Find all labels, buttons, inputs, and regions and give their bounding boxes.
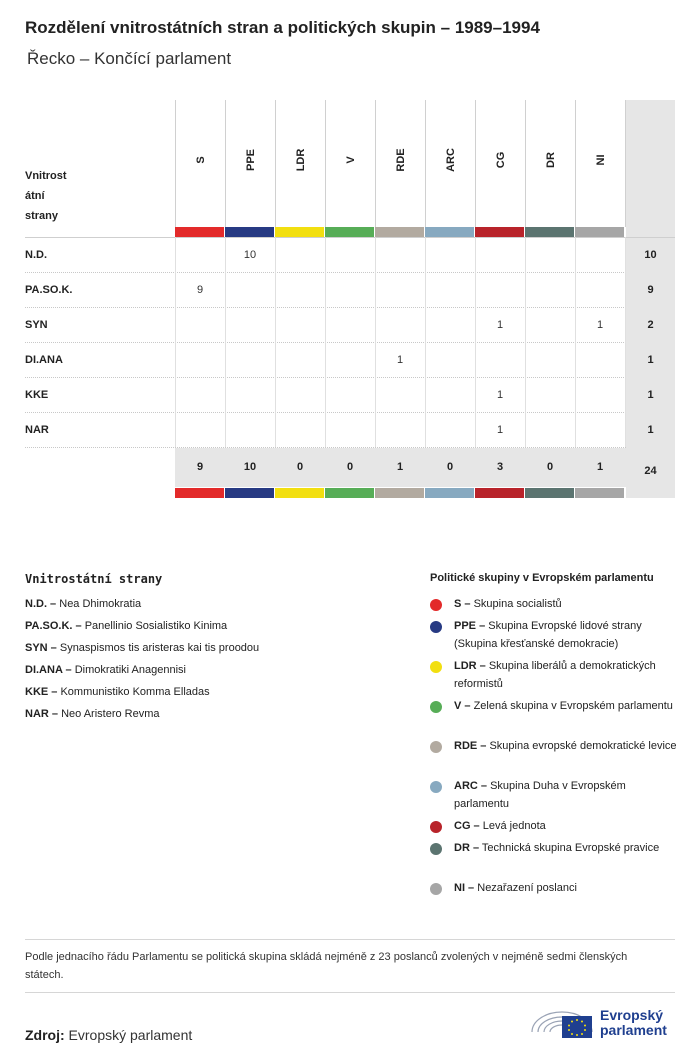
row-label: N.D. — [25, 249, 47, 261]
national-legend-title: Vnitrostátní strany — [25, 572, 163, 586]
page-title: Rozdělení vnitrostátních stran a politických skupin – 1989–1994 — [25, 18, 540, 37]
color-bar-top-cg — [475, 227, 524, 237]
legend-name: Kommunistiko Komma Elladas — [57, 686, 210, 698]
column-header-arc — [425, 100, 476, 227]
source-value: Evropský parlament — [68, 1027, 193, 1043]
group-total: 1 — [396, 461, 404, 473]
row-seat-total: 10 — [644, 249, 657, 261]
group-legend-item — [454, 777, 680, 813]
legend-name: Skupina liberálů a demokratických reformistů — [454, 660, 656, 690]
group-legend-item — [454, 839, 680, 857]
grand-total: 24 — [644, 465, 657, 477]
legend-name: Technická skupina Evropské pravice — [479, 842, 660, 854]
legend-name: Skupina evropské demokratické levice — [486, 740, 677, 752]
column-divider — [575, 237, 576, 447]
legend-dot-icon — [430, 883, 442, 895]
legend-name: Panellinio Sosialistiko Kinima — [81, 620, 228, 632]
column-label: V — [345, 156, 357, 164]
column-divider — [175, 237, 176, 447]
column-header-rde — [375, 100, 426, 227]
legend-name: Neo Aristero Revma — [58, 708, 160, 720]
color-bar-bottom-ppe — [225, 488, 274, 498]
legend-abbr: DI.ANA – — [25, 664, 72, 676]
group-total: 0 — [546, 461, 554, 473]
national-legend-item — [25, 664, 186, 676]
group-legend-item — [454, 617, 680, 653]
table-cell: 1 — [396, 354, 404, 366]
row-label: SYN — [25, 319, 48, 331]
legend-name: Skupina Evropské lidové strany (Skupina křesťanské demokracie) — [454, 620, 642, 650]
color-bar-bottom-dr — [525, 488, 574, 498]
source-label: Zdroj: — [25, 1027, 65, 1043]
divider-bottom — [25, 992, 675, 993]
row-label: NAR — [25, 424, 49, 436]
table-cell: 10 — [243, 249, 257, 261]
legend-dot-icon — [430, 621, 442, 633]
legend-abbr: PPE – — [454, 620, 486, 632]
legend-abbr: LDR – — [454, 660, 486, 672]
row-label: DI.ANA — [25, 354, 63, 366]
legend-abbr: N.D. – — [25, 598, 57, 610]
legend-abbr: DR – — [454, 842, 480, 854]
row-seat-total: 1 — [647, 424, 654, 436]
column-divider — [325, 237, 326, 447]
group-total: 0 — [296, 461, 304, 473]
legend-dot-icon — [430, 821, 442, 833]
legend-dot-icon — [430, 661, 442, 673]
column-header-cg — [475, 100, 526, 227]
table-cell: 1 — [496, 389, 504, 401]
column-label: LDR — [295, 148, 307, 172]
column-label: NI — [595, 154, 607, 166]
column-label: PPE — [245, 148, 257, 172]
column-divider — [225, 237, 226, 447]
group-total: 10 — [243, 461, 257, 473]
column-label: DR — [545, 152, 557, 168]
legend-abbr: NI – — [454, 882, 475, 894]
legend-name: Skupina Duha v Evropském parlamentu — [454, 780, 626, 810]
legend-abbr: CG – — [454, 820, 480, 832]
divider-top — [25, 939, 675, 940]
column-label: S — [195, 156, 207, 164]
national-legend-item — [25, 642, 259, 654]
column-header-seats — [625, 100, 626, 227]
color-bar-top-rde — [375, 227, 424, 237]
row-seat-total: 9 — [647, 284, 654, 296]
legend-name: Nezařazení poslanci — [474, 882, 577, 894]
legend-abbr: S – — [454, 598, 471, 610]
column-header-v — [325, 100, 376, 227]
legend-abbr: PA.SO.K. – — [25, 620, 82, 632]
legend-dot-icon — [430, 701, 442, 713]
column-divider — [525, 237, 526, 447]
column-header-s — [175, 100, 226, 227]
color-bar-top-dr — [525, 227, 574, 237]
source — [25, 1027, 192, 1043]
group-legend-item — [454, 817, 680, 835]
legend-dot-icon — [430, 781, 442, 793]
color-bar-bottom-cg — [475, 488, 524, 498]
color-bar-bottom-v — [325, 488, 374, 498]
column-header-ni — [575, 100, 626, 227]
logo-line2: parlament — [600, 1022, 667, 1038]
legend-abbr: NAR – — [25, 708, 59, 720]
table-cell: 9 — [196, 284, 204, 296]
column-header-dr — [525, 100, 576, 227]
header-line — [25, 237, 675, 238]
color-bar-bottom-ni — [575, 488, 624, 498]
legend-abbr: RDE – — [454, 740, 487, 752]
footnote: Podle jednacího řádu Parlamentu se politická skupina skládá nejméně z 23 poslanců zvolených v nejméně sedmi členských státech. — [25, 951, 628, 981]
column-label: RDE — [395, 148, 407, 172]
legend-name: Levá jednota — [479, 820, 546, 832]
column-divider — [625, 237, 626, 447]
legend-dot-icon — [430, 741, 442, 753]
legend-abbr: V – — [454, 700, 471, 712]
group-legend-title: Politické skupiny v Evropském parlamentu — [430, 572, 654, 584]
row-label: KKE — [25, 389, 49, 401]
column-label: ARC — [445, 148, 457, 172]
row-seat-total: 2 — [647, 319, 654, 331]
group-total: 0 — [446, 461, 454, 473]
color-bar-top-ppe — [225, 227, 274, 237]
group-legend-item — [454, 595, 680, 613]
group-legend-item — [454, 697, 680, 715]
legend-abbr: KKE – — [25, 686, 58, 698]
table-cell: 1 — [496, 319, 504, 331]
column-header-ppe — [225, 100, 276, 227]
row-label: PA.SO.K. — [25, 284, 73, 296]
legend-dot-icon — [430, 599, 442, 611]
legend-name: Synaspismos tis aristeras kai tis proodou — [56, 642, 260, 654]
color-bar-top-v — [325, 227, 374, 237]
color-bar-top-ni — [575, 227, 624, 237]
column-divider — [375, 237, 376, 447]
legend-name: Nea Dhimokratia — [56, 598, 142, 610]
table-cell: 1 — [496, 424, 504, 436]
page-subtitle: Řecko – Končící parlament — [27, 49, 232, 68]
legend-name: Zelená skupina v Evropském parlamentu — [470, 700, 673, 712]
group-total: 9 — [196, 461, 204, 473]
legend-abbr: ARC – — [454, 780, 488, 792]
legend-name: Skupina socialistů — [470, 598, 562, 610]
legend-dot-icon — [430, 843, 442, 855]
national-legend-item — [25, 708, 160, 720]
row-seat-total: 1 — [647, 389, 654, 401]
group-legend-item — [454, 879, 680, 897]
national-legend-item — [25, 620, 227, 632]
column-divider — [425, 237, 426, 447]
column-divider — [275, 237, 276, 447]
logo-text — [600, 1008, 667, 1038]
color-bar-top-ldr — [275, 227, 324, 237]
seat-column-bg — [626, 100, 675, 498]
column-header-ldr — [275, 100, 326, 227]
column-label: CG — [495, 151, 507, 169]
color-bar-bottom-arc — [425, 488, 474, 498]
table-cell: 1 — [596, 319, 604, 331]
legend-abbr: SYN – — [25, 642, 57, 654]
column-divider — [475, 237, 476, 447]
group-total: 0 — [346, 461, 354, 473]
color-bar-bottom-s — [175, 488, 224, 498]
color-bar-bottom-ldr — [275, 488, 324, 498]
row-header: Vnitrost átní strany — [25, 170, 67, 222]
row-seat-total: 1 — [647, 354, 654, 366]
group-legend-item — [454, 737, 680, 755]
group-total: 3 — [496, 461, 504, 473]
group-legend-item — [454, 657, 680, 693]
color-bar-top-arc — [425, 227, 474, 237]
national-legend-item — [25, 598, 141, 610]
group-total: 1 — [596, 461, 604, 473]
color-bar-bottom-rde — [375, 488, 424, 498]
national-legend-item — [25, 686, 210, 698]
legend-name: Dimokratiki Anagennisi — [71, 664, 186, 676]
logo-line1: Evropský — [600, 1007, 664, 1023]
color-bar-top-s — [175, 227, 224, 237]
